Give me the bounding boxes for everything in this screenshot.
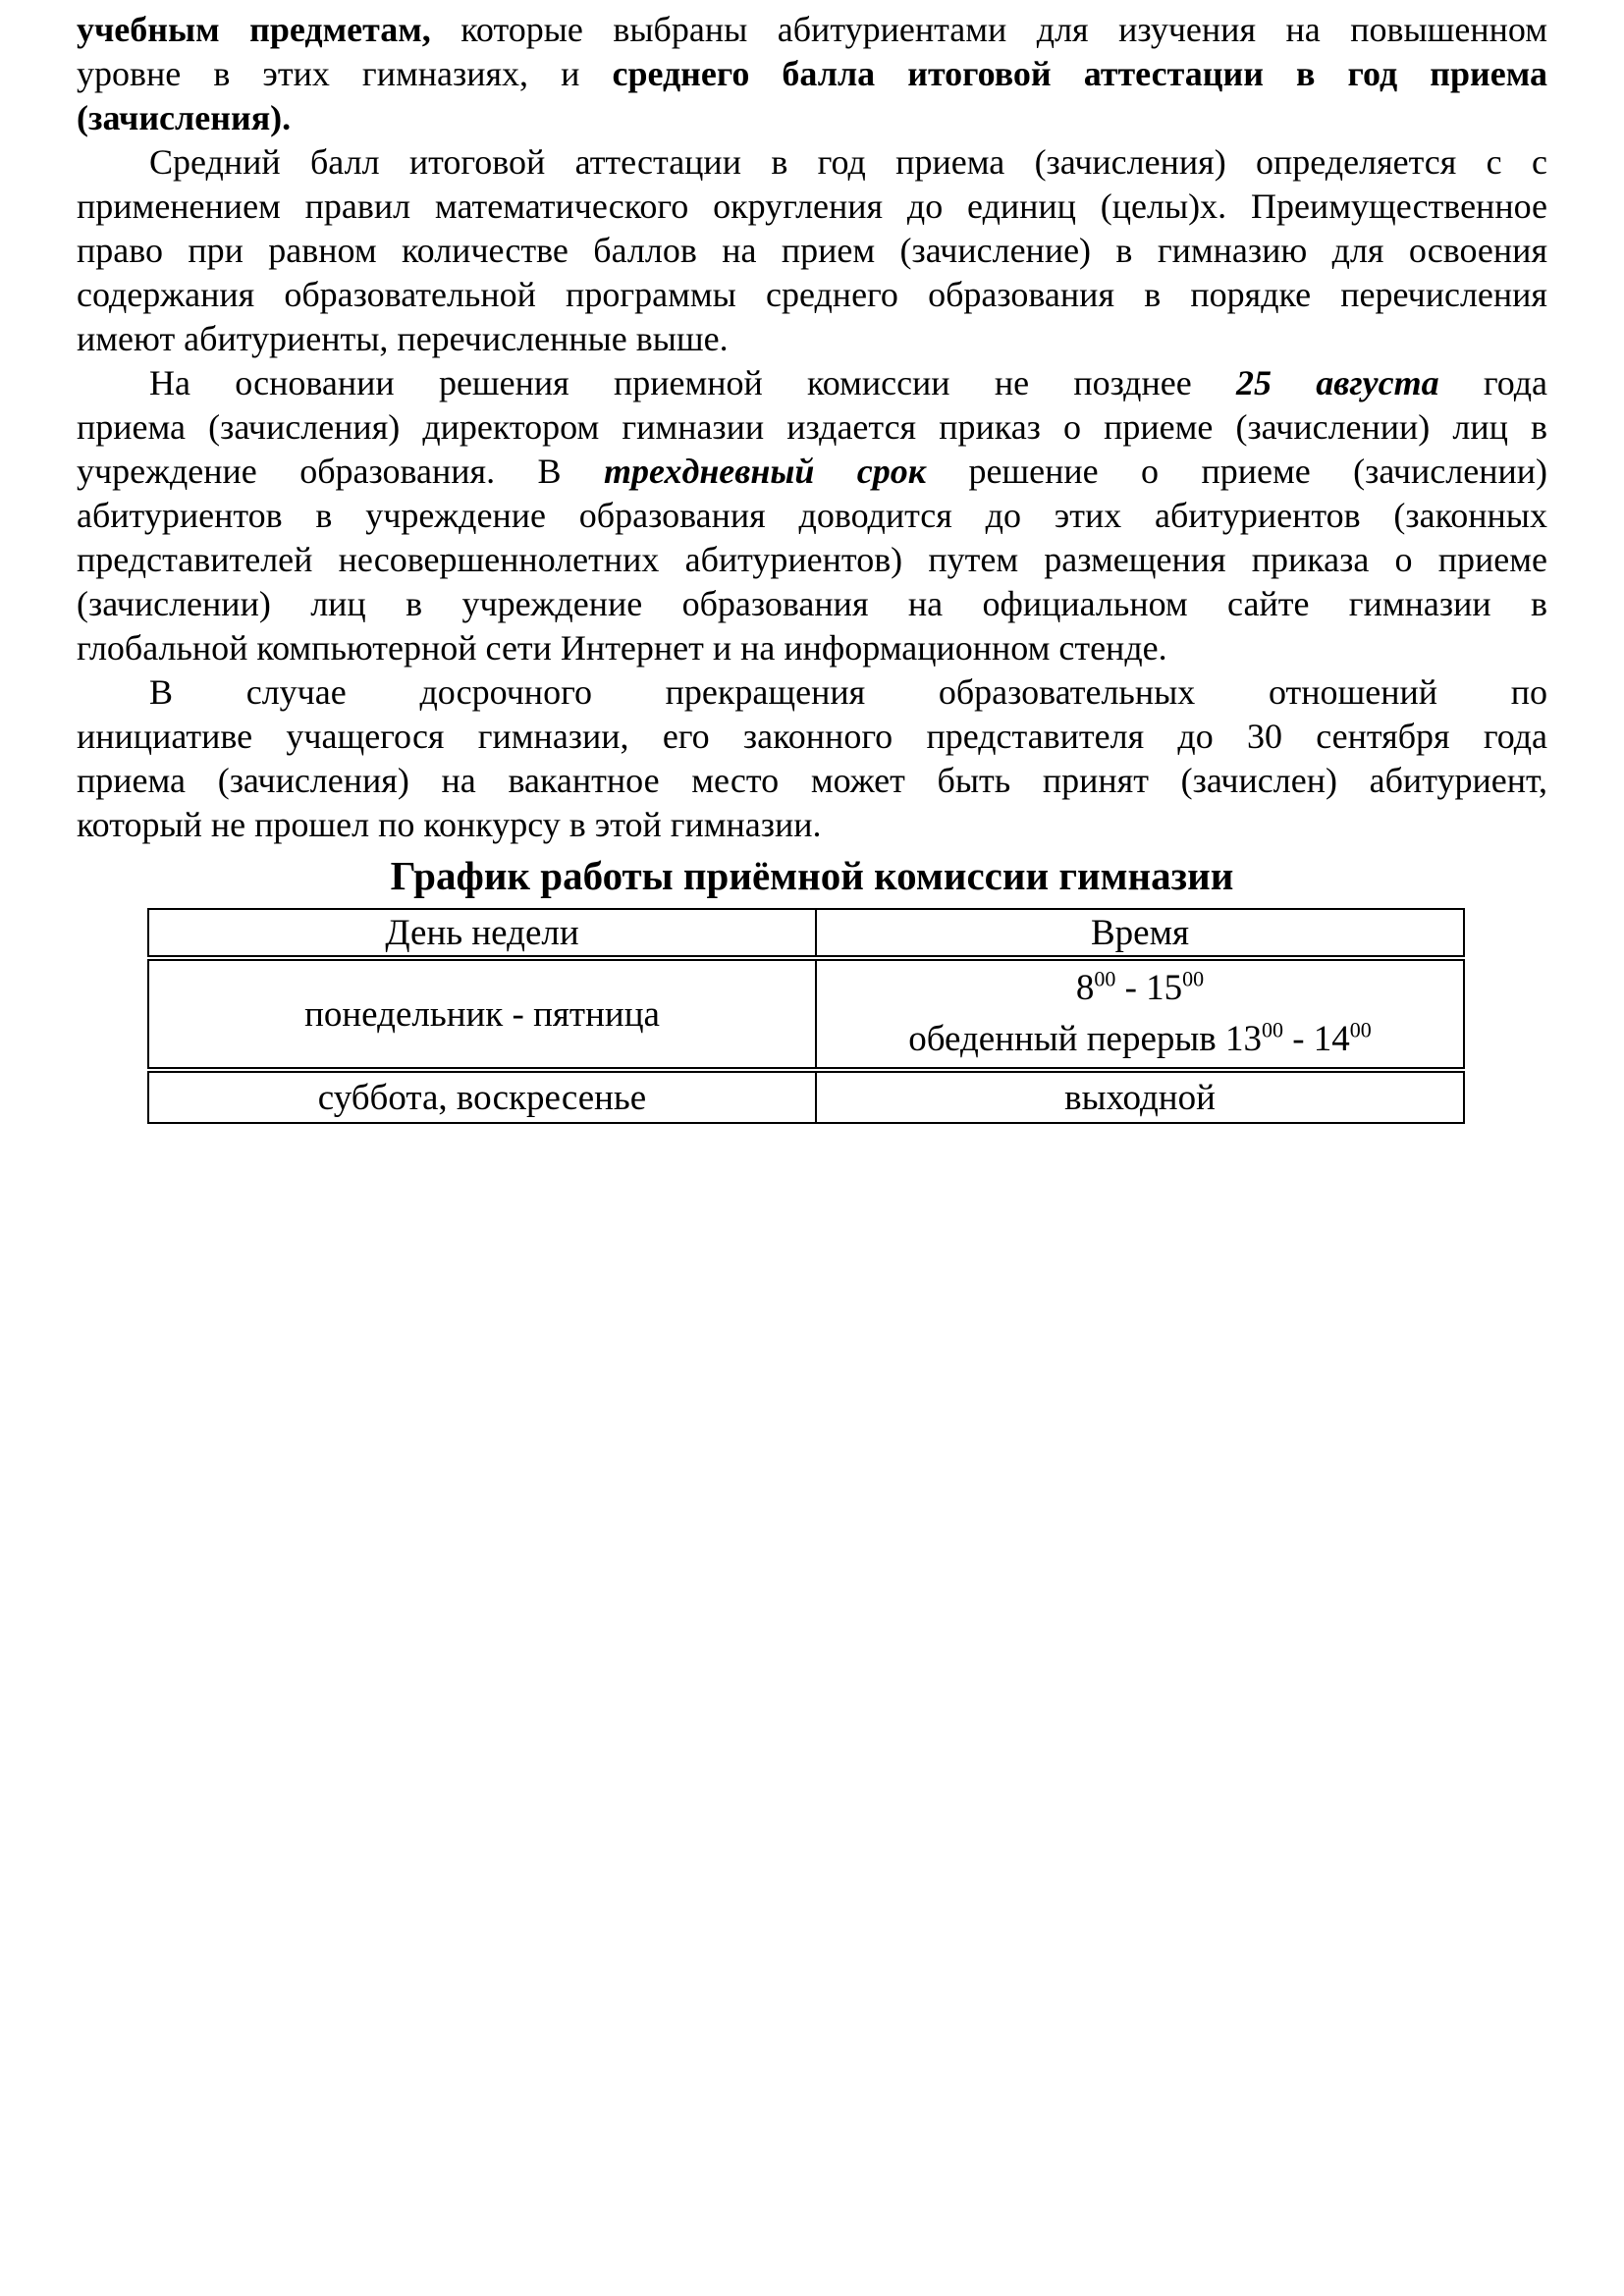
schedule-header-row [148,909,1464,958]
paragraph-4 [77,670,1547,847]
text-segment: который не прошел по конкурсу в этой гимназии. [77,805,822,844]
paragraph-1 [77,8,1547,140]
text-line [77,582,1547,626]
text-line [77,8,1547,52]
time-value: обеденный перерыв 13 [908,1019,1262,1059]
text-segment: имеют абитуриенты, перечисленные выше. [77,319,729,358]
text-line [77,185,1547,229]
schedule-title: График работы приёмной комиссии гимназии [390,853,1234,898]
schedule-cell-weekend-days: суббота, воскресенье [148,1070,816,1123]
time-value: - 14 [1282,1019,1350,1059]
time-value: 8 [1075,968,1095,1008]
text-line [77,450,1547,494]
text-line [77,361,1547,405]
text-segment: Средний балл итоговой аттестации в год приема (зачисления) определяется с с [149,142,1547,182]
text-segment: которые выбраны абитуриентами для изучения на повышенном [430,10,1547,49]
text-segment: глобальной компьютерной сети Интернет и на информационном стенде. [77,628,1167,667]
text-line [77,52,1547,96]
schedule-cell-weekend-time: выходной [816,1070,1464,1123]
text-line [77,759,1547,803]
text-segment: В случае досрочного прекращения образовательных отношений по [149,672,1547,712]
text-line [77,140,1547,185]
text-segment: года [1438,363,1547,402]
document-content [0,0,1624,1124]
text-line [77,405,1547,450]
schedule-cell-weekday-time [816,958,1464,1070]
text-segment: учреждение образования. В [77,452,604,491]
bold-italic-phrase: 25 августа [1235,363,1439,402]
text-line [77,626,1547,670]
working-hours [817,963,1463,1014]
text-line [77,715,1547,759]
text-segment: приема (зачисления) на вакантное место может быть принят (зачислен) абитуриент, [77,761,1547,800]
text-segment: содержания образовательной программы среднего образования в порядке перечисления [77,275,1547,314]
text-line [77,96,1547,140]
time-superscript: 00 [1182,966,1205,991]
text-line [77,317,1547,361]
text-segment: право при равном количестве баллов на прием (зачисление) в гимназию для освоения [77,231,1547,270]
time-value: - 15 [1115,968,1183,1008]
time-superscript: 00 [1094,966,1116,991]
text-segment: На основании решения приемной комиссии не позднее [149,363,1236,402]
schedule-header-day: День недели [148,909,816,958]
bold-phrase: учебным предметам, [77,10,431,49]
bold-phrase: (зачисления). [77,98,292,137]
paragraph-3 [77,361,1547,670]
text-segment: инициативе учащегося гимназии, его законного представителя до 30 сентября года [77,717,1547,756]
text-line [77,494,1547,538]
schedule-table [147,908,1465,1124]
bold-phrase: среднего балла итоговой аттестации в год приема [612,54,1547,93]
bold-italic-phrase: трехдневный срок [603,452,927,491]
text-segment: представителей несовершеннолетних абитуриентов) путем размещения приказа о приеме [77,540,1547,579]
text-line [77,670,1547,715]
time-superscript: 00 [1261,1017,1283,1042]
schedule-cell-weekday-days: понедельник - пятница [148,958,816,1070]
paragraph-2 [77,140,1547,361]
text-line [77,273,1547,317]
text-segment: (зачислении) лиц в учреждение образования на официальном сайте гимназии в [77,584,1547,623]
text-segment: решение о приеме (зачислении) [926,452,1548,491]
text-segment: абитуриентов в учреждение образования доводится до этих абитуриентов (законных [77,496,1547,535]
time-superscript: 00 [1349,1017,1372,1042]
lunch-break [817,1014,1463,1065]
schedule-header-time: Время [816,909,1464,958]
text-line [77,803,1547,847]
text-segment: уровне в этих гимназиях, и [77,54,613,93]
schedule-row-weekend [148,1070,1464,1123]
schedule-row-weekdays [148,958,1464,1070]
text-segment: приема (зачисления) директором гимназии издается приказ о приеме (зачислении) лиц в [77,407,1547,447]
text-segment: применением правил математического округления до единиц (целы)х. Преимущественное [77,187,1547,226]
text-line [77,538,1547,582]
text-line [77,229,1547,273]
